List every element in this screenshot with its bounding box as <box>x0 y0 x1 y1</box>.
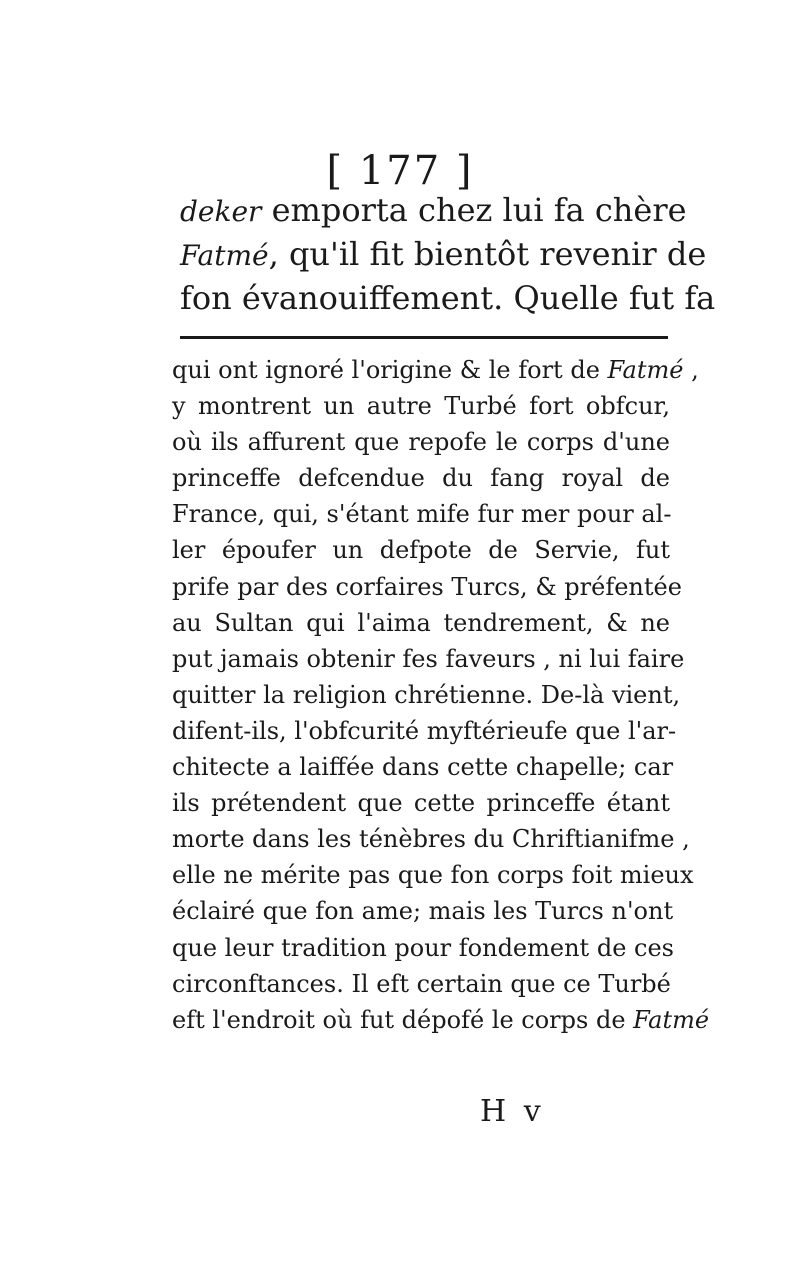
main-text <box>180 188 716 320</box>
signature-mark: H v <box>480 1094 545 1129</box>
footnote-line <box>172 424 670 460</box>
text-run: France, qui, s'étant mife fur mer pour al- <box>172 500 672 529</box>
text-run: fon évanouiffement. Quelle fut fa <box>180 279 716 317</box>
footnote-line <box>172 857 694 893</box>
italic-word: Fatmé <box>633 1005 710 1034</box>
footnote-line <box>172 966 670 1002</box>
footnote-line <box>172 930 674 966</box>
text-run: quitter la religion chrétienne. De-là vient, <box>172 680 681 709</box>
footnote-rule <box>180 336 668 339</box>
footnote-line <box>172 641 685 677</box>
italic-word: Fatmé <box>607 356 684 384</box>
text-run: prife par des corfaires Turcs, & préfentée <box>172 572 682 601</box>
footnote-line <box>172 677 681 713</box>
footnote-line <box>172 388 670 424</box>
main-text-line <box>180 276 716 320</box>
text-run: , qu'il fit bientôt revenir de <box>268 235 707 273</box>
text-run: ils prétendent que cette princeffe étant <box>172 789 670 818</box>
text-run: au Sultan qui l'aima tendrement, & ne <box>172 608 670 637</box>
page-number: [ 177 ] <box>326 148 474 194</box>
text-run: princeffe defcendue du fang royal de <box>172 464 670 493</box>
text-run: emporta chez lui fa chère <box>261 191 687 229</box>
text-run: éclairé que fon ame; mais les Turcs n'ont <box>172 897 674 926</box>
text-run: que leur tradition pour fondement de ces <box>172 933 674 962</box>
footnote-line <box>172 1002 710 1038</box>
main-text-line <box>180 188 687 232</box>
footnote-line <box>172 713 677 749</box>
main-text-line <box>180 232 707 276</box>
text-run: morte dans les ténèbres du Chriftianifme , <box>172 825 690 854</box>
footnote-line <box>172 821 690 857</box>
footnote-line <box>172 352 699 388</box>
text-run: chitecte a laiffée dans cette chapelle; car <box>172 753 674 782</box>
footnote-line <box>172 749 674 785</box>
footnote-line <box>172 532 670 568</box>
text-run: qui ont ignoré l'origine & le fort de <box>172 356 608 384</box>
text-run: put jamais obtenir fes faveurs , ni lui faire <box>172 644 685 673</box>
text-run: eft l'endroit où fut dépofé le corps de <box>172 1005 634 1034</box>
italic-word: Fatmé <box>180 239 269 272</box>
text-run: difent-ils, l'obfcurité myftérieufe que l'ar- <box>172 716 677 745</box>
footnote-line <box>172 605 670 641</box>
footnote-line <box>172 893 674 929</box>
footnote-line <box>172 460 670 496</box>
text-run: où ils affurent que repofe le corps d'une <box>172 428 670 457</box>
text-run: ler époufer un defpote de Servie, fut <box>172 536 670 565</box>
text-run: circonftances. Il eft certain que ce Turbé <box>172 969 671 998</box>
footnote-line <box>172 569 682 605</box>
text-run: , <box>683 356 699 384</box>
footnote-line <box>172 785 670 821</box>
italic-word: deker <box>180 195 262 228</box>
text-run: y montrent un autre Turbé fort obfcur, <box>172 392 670 421</box>
footnote-line <box>172 496 670 532</box>
text-run: elle ne mérite pas que fon corps foit mieux <box>172 861 694 890</box>
footnote-text <box>172 352 710 1038</box>
